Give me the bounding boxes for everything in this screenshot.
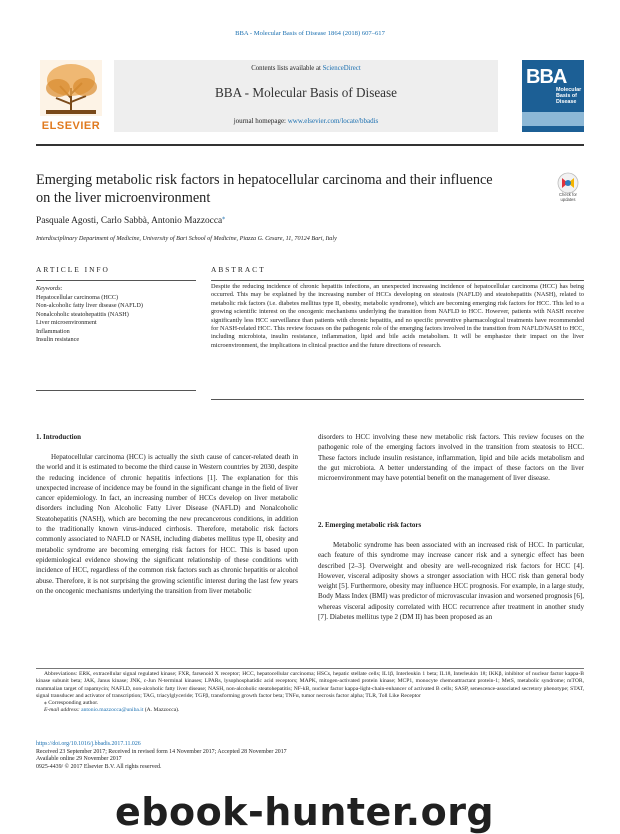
cover-band — [522, 112, 584, 126]
keyword-item: Inflammation — [36, 327, 70, 335]
sciencedirect-link[interactable]: ScienceDirect — [322, 65, 361, 72]
available-online: Available online 29 November 2017 — [36, 756, 122, 762]
keyword-item: Hepatocellular carcinoma (HCC) — [36, 293, 119, 301]
journal-cover — [522, 60, 584, 132]
paper-title: Emerging metabolic risk factors in hepatocellular carcinoma and their influence on the liver microenvironment — [36, 172, 493, 206]
keywords-label: Keywords: — [36, 285, 63, 292]
corresponding-author-note: ⁎ Corresponding author. — [44, 700, 99, 707]
keywords-block — [36, 285, 196, 345]
footnote-rule — [36, 668, 584, 669]
section-heading-emerging-factors: 2. Emerging metabolic risk factors — [318, 521, 422, 529]
cover-subtitle-line: Disease — [556, 99, 577, 106]
publication-info — [36, 741, 287, 771]
email-link[interactable]: antonio.mazzocca@uniba.it — [81, 707, 144, 714]
authors-text: Pasquale Agosti, Carlo Sabbà, Antonio Mazzocca — [36, 216, 223, 227]
article-info-heading: ARTICLE INFO — [36, 265, 110, 274]
homepage-prefix: journal homepage: — [233, 117, 288, 125]
author-list — [36, 214, 225, 226]
received-dates: Received 23 September 2017; Received in revised form 14 November 2017; Accepted 28 November 2017 — [36, 748, 287, 755]
corresponding-mark[interactable]: ⁎ — [222, 215, 226, 221]
homepage-line — [114, 117, 498, 125]
body-column-left — [36, 452, 298, 596]
abbreviations-footnote: Abbreviations: ERK, extracellular signal regulated kinase; FXR, farsenoid X receptor; HCC, hepatocellular carcinoma; HSCs, hepatic stellate cells; IL1β, Interleukin 1 beta; IL18, Interleukin 18; IKKβ, inhibitor of nuclear factor kappa-B kinase subunit beta; JAK, Janus kinase; JNK, c-Jun N-terminal kinases; LPARs, lysophosphatidic acid receptors; MAPK, mitogen-activated protein kinase; MCP1, monocyte chemoattractant protein-1; MetS, metabolic syndrome; mTOR, mammalian target of rapamycin; NAFLD, non-alcoholic fatty liver disease; NASH, non-alcoholic steatohepatitis; NF-kB, nuclear factor kappa-light-chain-enhancer of activated B cells; SASP, senescence-associated secretory phenotype; STAT, signal transducer and activator of transcription; TAG, triacylglyceride; TGFβ, transforming growth factor beta; TNFα, tumor necrosis factor alpha; TLR, Toll Like Receptor — [36, 671, 584, 699]
article-info-bottom-rule — [36, 390, 196, 391]
contents-prefix: Contents lists available at — [251, 65, 323, 72]
article-info-rule — [36, 280, 196, 281]
publisher-name: ELSEVIER — [41, 120, 101, 132]
cover-title: BBA — [526, 66, 567, 88]
elsevier-tree-logo — [36, 58, 106, 134]
keyword-item: Liver microenvironment — [36, 319, 97, 326]
paragraph: Hepatocellular carcinoma (HCC) is actually the sixth cause of cancer-related death in the world and it is estimated to become the third cause in Western countries by 2030, despite the reducing incidence of chronic hepatitis infections [1]. The explanation for this unexpected increase of incidence may be found in the significant change in the field of liver cancer epidemiology. In fact, an increasing number of HCCs develop on liver metabolic disorders including Non Alcoholic Fatty Liver Disease (NAFLD) and Nonalcoholic Steatohepatitis (NASH), which are becoming the new precancerous conditions, in addition to the traditionally known virus-induced cirrhosis. Therefore, metabolic risk factors commonly associated to NAFLD or NASH, including diabetes mellitus type II, obesity and metabolic syndrome are becoming emerging risk factors for HCC. This is based upon epidemiological evidence showing the significant relationship of these conditions with incidence of HCC, regardless of the common risk factors such as chronic hepatitis or alcohol abuse. Therefore, it is not surprising the growing scientific interest during the last few years on the oncogenic mechanisms underlying the transition from liver metabolic — [36, 453, 298, 595]
keyword-item: Nonalcoholic steatohepatitis (NASH) — [36, 310, 129, 318]
watermark: ebook-hunter.org — [115, 790, 495, 834]
paragraph: Metabolic syndrome has been associated with an increased risk of HCC. In particular, each feature of this syndrome may increase cancer risk and a synergic effect has been described [2–3]. Overweight and obesity are well-recognized risk factors for HCC [4]. However, visceral adiposity shows a stronger association with HCC risk than general body weight [5]. Furthermore, obesity may influence HCC prognosis. For example, in a large study, Body Mass Index (BMI) was predictor of microvascular invasion and worsened prognosis [6], whereas visceral adiposity correlated with HCC recurrence after treatment in another study [7]. Diabetes mellitus type 2 (DM II) has been proposed as an — [318, 541, 584, 622]
journal-reference[interactable]: BBA - Molecular Basis of Disease 1864 (2018) 607–617 — [235, 30, 385, 37]
cover-subtitle — [556, 87, 581, 106]
body-column-right-lower — [318, 540, 584, 622]
email-note — [36, 707, 584, 714]
abstract-text: Despite the reducing incidence of chronic hepatitis infections, an unexpected increasing incidence of hepatocellular carcinoma (HCC) has being occurred. This may be explained by the increasing number of HCCs developing on steatosis (NAFLD) and steatohepatitis (NASH), related to metabolic risk factors (i.e. diabetes mellitus type II, obesity, metabolic syndrome), which are becoming emerging risk factors for HCC. This led to a growing scientific interest on the oncogenic mechanisms underlying the transition from NAFLD to HCC. However, patients with NASH receive significantly less HCC surveillance than patients with chronic hepatitis, and no specific preventive pharmacological treatments have recommended for NASH-related HCC. This review focuses on the pathogenic role of the emerging factors involved in the transition from NAFLD/NASH to HCC, including microbiota, insulin resistance, inflammation, lipid and bile acids metabolism. It will be emphasize their impact on the liver microenvironment, the implications in clinical practice and the future directions of research. — [211, 283, 584, 349]
header-rule — [36, 144, 584, 146]
crossmark-icon — [553, 172, 583, 194]
masthead — [36, 58, 584, 138]
contents-line — [114, 65, 498, 72]
crossmark-label: Check for updates — [559, 192, 577, 202]
paragraph: disorders to HCC involving these new metabolic risk factors. This review focuses on the pathogenic role of the emerging factors involved in the transition from steatosis to HCC. These factors include insulin resistance, inflammation, lipid and bile acids metabolism and the gut microbiota. A better understanding of the impact of these factors on the liver microenvironment may have potential benefit on the management of liver disease. — [318, 433, 584, 483]
abstract-rule — [211, 280, 584, 281]
keyword-item: Non-alcoholic fatty liver disease (NAFLD) — [36, 302, 143, 309]
crossmark-button[interactable] — [553, 172, 583, 204]
homepage-link[interactable]: www.elsevier.com/locate/bbadis — [287, 117, 379, 125]
abstract-bottom-rule — [211, 399, 584, 400]
journal-header-box — [114, 60, 498, 132]
copyright: 0925-4439/ © 2017 Elsevier B.V. All rights reserved. — [36, 763, 162, 770]
email-label: E-mail address: — [44, 707, 82, 714]
footnotes — [36, 671, 584, 715]
email-suffix: (A. Mazzocca). — [143, 707, 180, 714]
doi-link[interactable]: https://doi.org/10.1016/j.bbadis.2017.11.026 — [36, 741, 141, 747]
body-column-right — [318, 432, 584, 483]
journal-title: BBA - Molecular Basis of Disease — [214, 85, 398, 100]
section-heading-introduction: 1. Introduction — [36, 433, 81, 441]
keyword-item: Insulin resistance — [36, 336, 80, 343]
cover-subtitle-line: Basis of — [556, 93, 577, 100]
affiliation: Interdisciplinary Department of Medicine, University of Bari School of Medicine, Piazza G. Cesare, 11, 70124 Bari, Italy — [36, 235, 337, 242]
cover-subtitle-line: Molecular — [556, 87, 582, 93]
abstract-heading: ABSTRACT — [211, 265, 266, 274]
